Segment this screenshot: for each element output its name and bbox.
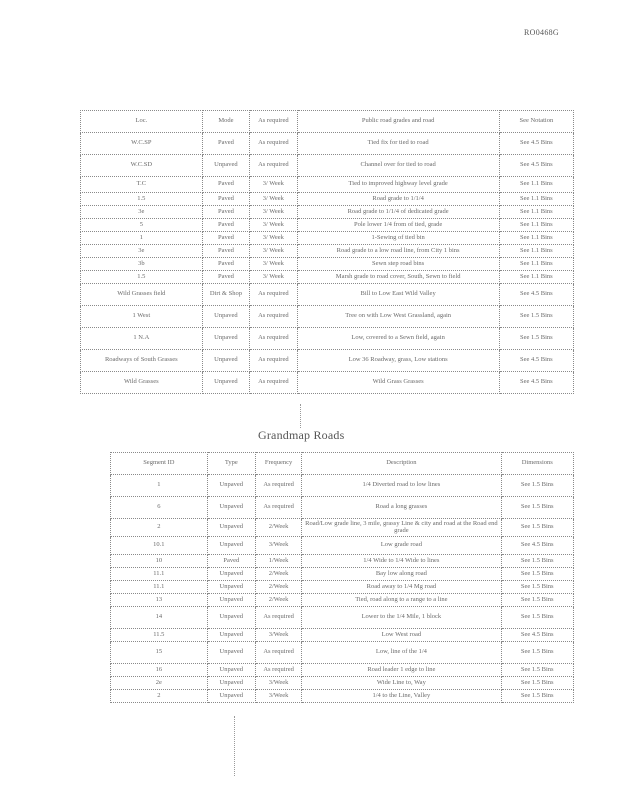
table-cell: 3/ Week bbox=[250, 232, 297, 245]
table-cell: W.C.SD bbox=[81, 155, 203, 177]
table-cell: 11.1 bbox=[111, 568, 208, 581]
table-cell: Paved bbox=[202, 232, 249, 245]
table-row bbox=[111, 537, 574, 555]
table-cell: See 1.5 Bins bbox=[501, 690, 573, 703]
table-cell: Paved bbox=[202, 177, 249, 193]
table-row bbox=[111, 677, 574, 690]
table-row bbox=[81, 206, 574, 219]
table-cell: As required bbox=[255, 475, 301, 497]
table-row bbox=[111, 642, 574, 664]
table-row bbox=[111, 475, 574, 497]
table-cell: 2/Week bbox=[255, 594, 301, 607]
table-cell: Wide Line to, Way bbox=[302, 677, 501, 690]
table-cell: As required bbox=[255, 607, 301, 629]
table-cell: Unpaved bbox=[207, 607, 255, 629]
table-cell: Bill to Low East Wild Valley bbox=[297, 284, 499, 306]
table-cell: Unpaved bbox=[202, 155, 249, 177]
table-cell: As required bbox=[250, 284, 297, 306]
table-cell: Unpaved bbox=[207, 677, 255, 690]
table-row bbox=[111, 664, 574, 677]
table-cell: Roadways of South Grasses bbox=[81, 350, 203, 372]
table-cell: Wild Grass Grasses bbox=[297, 372, 499, 394]
document-id: RO0468G bbox=[524, 28, 559, 37]
table-cell: T.C bbox=[81, 177, 203, 193]
table-cell: See 1.5 Bins bbox=[501, 642, 573, 664]
table-cell: 5 bbox=[81, 219, 203, 232]
column-header: Type bbox=[207, 453, 255, 475]
table-cell: 1 West bbox=[81, 306, 203, 328]
table-cell: Road a long grasses bbox=[302, 497, 501, 519]
table-cell: Unpaved bbox=[207, 664, 255, 677]
table-cell: W.C.SP bbox=[81, 133, 203, 155]
table-cell: Paved bbox=[202, 193, 249, 206]
table-cell: As required bbox=[250, 155, 297, 177]
table-cell: 1 bbox=[81, 232, 203, 245]
table-cell: As required bbox=[250, 133, 297, 155]
table-cell: 2e bbox=[111, 677, 208, 690]
table-bottom-body bbox=[111, 475, 574, 703]
table-cell: Unpaved bbox=[202, 350, 249, 372]
table-cell: See 1.5 Bins bbox=[501, 555, 573, 568]
table-cell: Low, line of the 1/4 bbox=[302, 642, 501, 664]
table-bottom-header bbox=[111, 453, 574, 475]
table-cell: 2/Week bbox=[255, 519, 301, 537]
table-cell: 1.5 bbox=[81, 271, 203, 284]
table-cell: See 1.5 Bins bbox=[501, 581, 573, 594]
table-row bbox=[81, 155, 574, 177]
table-cell: See 1.5 Bins bbox=[501, 594, 573, 607]
table-cell: Marsh grade to road cover, South, Sewn to field bbox=[297, 271, 499, 284]
section-title: Grandmap Roads bbox=[258, 428, 345, 442]
table-cell: Sewn step road bins bbox=[297, 258, 499, 271]
table-row bbox=[111, 568, 574, 581]
table-top-body bbox=[81, 133, 574, 394]
table-cell: 3/ Week bbox=[250, 245, 297, 258]
table-cell: Tied to improved highway level grade bbox=[297, 177, 499, 193]
table-row bbox=[81, 245, 574, 258]
table-cell: See 4.5 Bins bbox=[501, 629, 573, 642]
table-cell: Unpaved bbox=[207, 568, 255, 581]
table-row bbox=[81, 193, 574, 206]
connector-dotline-lower bbox=[234, 716, 235, 776]
table-cell: 3/ Week bbox=[250, 219, 297, 232]
table-cell: 3/ Week bbox=[250, 193, 297, 206]
table-row bbox=[81, 133, 574, 155]
table-cell: See 1.5 Bins bbox=[499, 328, 573, 350]
table-cell: As required bbox=[250, 372, 297, 394]
column-header: Loc. bbox=[81, 111, 203, 133]
table-cell: 1.5 bbox=[81, 193, 203, 206]
table-row bbox=[111, 555, 574, 568]
table-cell: Unpaved bbox=[202, 306, 249, 328]
table-cell: Unpaved bbox=[207, 690, 255, 703]
table-cell: See 1.5 Bins bbox=[501, 568, 573, 581]
table-cell: Lower to the 1/4 Mile, 1 block bbox=[302, 607, 501, 629]
table-cell: 11.5 bbox=[111, 629, 208, 642]
table-cell: 1 bbox=[111, 475, 208, 497]
table-row bbox=[81, 372, 574, 394]
table-cell: Paved bbox=[202, 271, 249, 284]
table-cell: Unpaved bbox=[207, 475, 255, 497]
table-cell: Unpaved bbox=[207, 642, 255, 664]
table-cell: 1/Week bbox=[255, 555, 301, 568]
table-cell: Paved bbox=[202, 219, 249, 232]
table-cell: Low grade road bbox=[302, 537, 501, 555]
column-header: Dimensions bbox=[501, 453, 573, 475]
table-row bbox=[81, 284, 574, 306]
table-row bbox=[111, 519, 574, 537]
table-cell: 14 bbox=[111, 607, 208, 629]
table-cell: See 4.5 Bins bbox=[499, 284, 573, 306]
table-row bbox=[81, 232, 574, 245]
table-cell: 3/Week bbox=[255, 677, 301, 690]
table-cell: As required bbox=[255, 664, 301, 677]
table-cell: See 1.5 Bins bbox=[501, 497, 573, 519]
table-cell: Unpaved bbox=[202, 372, 249, 394]
table-cell: See 1.1 Bins bbox=[499, 193, 573, 206]
table-cell: Road grade to 1/1/4 of dedicated grade bbox=[297, 206, 499, 219]
table-cell: See 1.5 Bins bbox=[501, 519, 573, 537]
table-row bbox=[111, 594, 574, 607]
table-row bbox=[81, 350, 574, 372]
table-cell: 10 bbox=[111, 555, 208, 568]
table-cell: Low West road bbox=[302, 629, 501, 642]
table-cell: 3/ Week bbox=[250, 206, 297, 219]
table-row bbox=[81, 328, 574, 350]
column-header: As required bbox=[250, 111, 297, 133]
column-header: See Notation bbox=[499, 111, 573, 133]
table-cell: 15 bbox=[111, 642, 208, 664]
table-cell: 6 bbox=[111, 497, 208, 519]
column-header: Frequency bbox=[255, 453, 301, 475]
table-cell: 10.1 bbox=[111, 537, 208, 555]
table-cell: Unpaved bbox=[207, 581, 255, 594]
table-cell: 3/ Week bbox=[250, 271, 297, 284]
table-cell: 1/4 Wide to 1/4 Wide to lines bbox=[302, 555, 501, 568]
table-cell: Road grade to 1/1/4 bbox=[297, 193, 499, 206]
header-row bbox=[81, 111, 574, 133]
table-cell: Paved bbox=[202, 206, 249, 219]
table-cell: Paved bbox=[202, 133, 249, 155]
table-cell: As required bbox=[255, 642, 301, 664]
table-cell: Unpaved bbox=[207, 629, 255, 642]
table-row bbox=[81, 177, 574, 193]
table-cell: See 1.1 Bins bbox=[499, 232, 573, 245]
table-cell: Tied fix for tied to road bbox=[297, 133, 499, 155]
table-cell: Tied, road along to a range to a line bbox=[302, 594, 501, 607]
table-row bbox=[81, 271, 574, 284]
column-header: Mode bbox=[202, 111, 249, 133]
table-cell: Road leader 1 edge to line bbox=[302, 664, 501, 677]
table-cell: Tree on with Low West Grassland, again bbox=[297, 306, 499, 328]
table-cell: 2/Week bbox=[255, 581, 301, 594]
table-cell: As required bbox=[255, 497, 301, 519]
table-cell: See 1.5 Bins bbox=[501, 664, 573, 677]
road-maintenance-table-top bbox=[80, 110, 574, 394]
table-cell: Dirt & Shop bbox=[202, 284, 249, 306]
table-row bbox=[111, 690, 574, 703]
table-cell: Unpaved bbox=[207, 594, 255, 607]
table-cell: 11.1 bbox=[111, 581, 208, 594]
table-cell: Paved bbox=[202, 258, 249, 271]
table-cell: Unpaved bbox=[207, 497, 255, 519]
table-cell: 3/Week bbox=[255, 629, 301, 642]
table-cell: 1-Sewing of tied bin bbox=[297, 232, 499, 245]
table-cell: Paved bbox=[207, 555, 255, 568]
table-cell: Pole lower 1/4 from of tied, grade bbox=[297, 219, 499, 232]
column-header: Public road grades and road bbox=[297, 111, 499, 133]
table-cell: 2 bbox=[111, 519, 208, 537]
table-cell: 3b bbox=[81, 258, 203, 271]
table-cell: See 4.5 Bins bbox=[499, 350, 573, 372]
table-cell: 3/ Week bbox=[250, 177, 297, 193]
table-cell: See 4.5 Bins bbox=[499, 155, 573, 177]
table-cell: See 1.5 Bins bbox=[501, 475, 573, 497]
table-cell: 1/4 to the Line, Valley bbox=[302, 690, 501, 703]
table-row bbox=[111, 581, 574, 594]
table-cell: See 1.1 Bins bbox=[499, 271, 573, 284]
table-cell: Low, covered to a Sewn field, again bbox=[297, 328, 499, 350]
table-row bbox=[111, 607, 574, 629]
table-cell: See 1.5 Bins bbox=[501, 607, 573, 629]
table-cell: Bay low along road bbox=[302, 568, 501, 581]
table-cell: Channel over for tied to road bbox=[297, 155, 499, 177]
table-cell: See 1.5 Bins bbox=[501, 677, 573, 690]
table-row bbox=[111, 629, 574, 642]
road-maintenance-table-bottom bbox=[110, 452, 574, 703]
table-cell: 2/Week bbox=[255, 568, 301, 581]
column-header: Description bbox=[302, 453, 501, 475]
table-top-header bbox=[81, 111, 574, 133]
table-cell: Road grade to a low road line, from City 1 bins bbox=[297, 245, 499, 258]
table-cell: Road/Low grade line, 3 mile, grassy Line & city and road at the Road end grade bbox=[302, 519, 501, 537]
table-row bbox=[81, 219, 574, 232]
table-cell: See 1.1 Bins bbox=[499, 177, 573, 193]
table-cell: Road away to 1/4 Mg road bbox=[302, 581, 501, 594]
table-cell: As required bbox=[250, 306, 297, 328]
table-row bbox=[81, 258, 574, 271]
table-cell: See 1.1 Bins bbox=[499, 219, 573, 232]
table-cell: See 1.1 Bins bbox=[499, 206, 573, 219]
table-cell: As required bbox=[250, 328, 297, 350]
table-cell: 3e bbox=[81, 206, 203, 219]
table-cell: See 4.5 Bins bbox=[499, 372, 573, 394]
table-cell: As required bbox=[250, 350, 297, 372]
table-cell: See 1.1 Bins bbox=[499, 245, 573, 258]
header-row bbox=[111, 453, 574, 475]
table-cell: Paved bbox=[202, 245, 249, 258]
table-cell: See 4.5 Bins bbox=[499, 133, 573, 155]
table-cell: 3/Week bbox=[255, 690, 301, 703]
column-header: Segment ID bbox=[111, 453, 208, 475]
table-cell: Wild Grasses field bbox=[81, 284, 203, 306]
table-cell: See 1.1 Bins bbox=[499, 258, 573, 271]
table-cell: 3/Week bbox=[255, 537, 301, 555]
table-cell: Low 36 Roadway, grass, Low stations bbox=[297, 350, 499, 372]
table-cell: 1/4 Diverted road to low lines bbox=[302, 475, 501, 497]
table-cell: Unpaved bbox=[207, 537, 255, 555]
table-row bbox=[81, 306, 574, 328]
table-cell: 16 bbox=[111, 664, 208, 677]
table-cell: 13 bbox=[111, 594, 208, 607]
table-cell: Wild Grasses bbox=[81, 372, 203, 394]
table-cell: See 1.5 Bins bbox=[499, 306, 573, 328]
table-cell: Unpaved bbox=[207, 519, 255, 537]
table-cell: 3/ Week bbox=[250, 258, 297, 271]
table-cell: See 4.5 Bins bbox=[501, 537, 573, 555]
connector-dotline bbox=[300, 404, 301, 428]
table-cell: 3e bbox=[81, 245, 203, 258]
table-cell: 2 bbox=[111, 690, 208, 703]
table-cell: 1 N.A bbox=[81, 328, 203, 350]
table-row bbox=[111, 497, 574, 519]
table-cell: Unpaved bbox=[202, 328, 249, 350]
